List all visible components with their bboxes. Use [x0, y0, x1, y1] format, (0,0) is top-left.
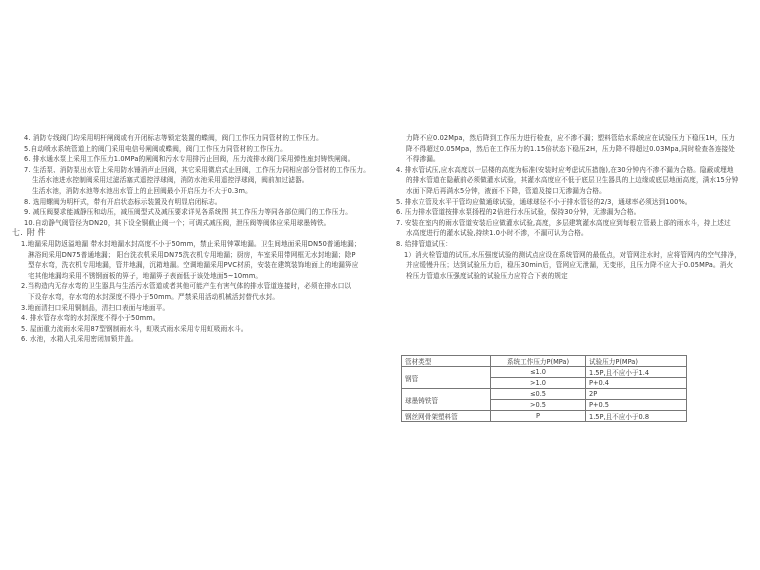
table-cell: 1.5P,且不应小于1.4	[586, 367, 687, 378]
text-line: 不得渗漏。	[406, 155, 440, 164]
text-line: 5.自动喷水系统管道上的阀门采用电信号闸阀或蝶阀，阀门工作压力同管材的工作压力。	[24, 144, 287, 153]
test-pressure-table	[401, 355, 687, 422]
text-line: 10.自动静气阀管径为DN20，其下设全铜截止阀一个；可调式减压阀，泄压阀等阀体应采用球墨铸铁。	[24, 218, 331, 227]
table-cell: ≤0.5	[491, 389, 586, 400]
text-line: 8. 选用螺阀为明杆式，带有开启状态标示装置及有明显启闭标志。	[24, 197, 222, 206]
text-line: 5. 屋面重力流雨水采用87型钢制雨水斗，虹吸式雨水采用专用虹吸雨水斗。	[21, 324, 248, 333]
text-line: 6. 排水通水泵上采用工作压力1.0MPa的闸阀和污水专用排污止回阀，压力流排水阀门采用弹性座封铸铁闸阀。	[24, 155, 355, 164]
text-line: 1.地漏采用防返溢地漏 带水封地漏水封高度不小于50mm，禁止采用钟罩地漏。卫生间地面采用DN50普通地漏；	[21, 239, 361, 248]
text-line: 7. 安装在室内的雨水管道安装后应做灌水试验,高度，多层建筑灌水高度应到每根立管最上部的雨水斗，持上述过	[396, 218, 731, 227]
table-cell: P	[491, 411, 586, 422]
table-cell: P+0.5	[586, 400, 687, 411]
table-cell: >1.0	[491, 378, 586, 389]
text-line: 水高度进行的灌水试验,持续1.0小时不渗，不漏可认为合格。	[406, 229, 588, 238]
text-line: 宅其他地漏均采用不锈钢面板的箅子，地漏箅子表面低于该处地面5~10mm。	[28, 271, 263, 280]
text-line: 4. 排水管存水弯的水封深度不得小于50mm。	[21, 314, 160, 323]
table-row	[402, 411, 687, 422]
text-line: 栓压力管道水压强度试验的试验压力应符合下表的规定	[406, 271, 568, 280]
table-header-row	[402, 356, 687, 367]
text-line: 生活水池进水控制阀采用过滤活塞式遥控浮球阀，消防水池采用遥控浮球阀，阀前加过滤器。	[32, 176, 309, 185]
text-line: 4. 消防专线阀门均采用明杆闸阀或有开闭标志等锁定装置的蝶阀，阀门工作压力同管材的工作压力。	[24, 134, 323, 142]
text-line: 8. 给排管道试压：	[396, 239, 453, 248]
text-line: 9. 减压阀要求能减静压和动压，减压阀型式及减压要求详见各系统图 其工作压力等同各部位阀门的工作压力。	[24, 208, 353, 217]
table-cell-type: 球墨铸铁管	[402, 389, 491, 411]
text-line: 1）消火栓管道的试压,水压强度试验的测试点应设在系统管网的最低点，对管网注水时，应将管网内的空气排净，	[404, 250, 742, 259]
text-line: 生活水池，消防水池等水池出水管上的止回阀最小开启压力不大于0.3m。	[32, 186, 252, 195]
section-heading	[12, 228, 384, 239]
table-cell: 1.5P,且不应小于0.8	[586, 411, 687, 422]
text-line: 5. 排水立管及水平干管均应做通球试验，通球球径不小于排水管径的2/3，通球率必须达到100%。	[396, 197, 692, 206]
table-cell: P+0.4	[586, 378, 687, 389]
text-line: 并应缓慢升压；达到试验压力后，稳压30min后，管网应无泄漏，无变形，且压力降不应大于0.05MPa。消火	[406, 261, 734, 270]
left-text-column	[12, 133, 384, 345]
text-line: 水面下降后再满水5分钟，液面不下降，管道及接口无渗漏为合格。	[406, 186, 606, 195]
text-line: 7. 生活泵、消防泵出水管上采用防水锤消声止回阀，其它采用微启式止回阀，工作压力同相应部分管材的工作压力。	[24, 165, 371, 174]
text-line: 淋浴间采用DN75普通地漏； 阳台洗衣机采用DN75洗衣机专用地漏；厨房，车室采用带网框无水封地漏；除P	[28, 250, 356, 259]
table-header: 系统工作压力P(MPa)	[491, 356, 586, 367]
text-line: 力降不应0.02Mpa，然后降到工作压力进行检查，应不渗不漏；塑料管给水系统应在试验压力下稳压1H，压力	[406, 134, 736, 142]
table-header: 管材类型	[402, 356, 491, 367]
right-text-column	[396, 133, 756, 281]
section-title: 附 件	[26, 228, 46, 238]
text-line: 型存水弯，洗衣机专用地漏，管井地漏，沉箱地漏。空调地漏采用PVC材质，安装在建筑装饰地面上的地漏箅应	[28, 261, 359, 270]
table-cell: ≤1.0	[491, 367, 586, 378]
table-cell-type: 钢管	[402, 367, 491, 389]
text-line: 6. 水池，水箱人孔采用密闭加锁井盖。	[21, 335, 138, 344]
table-cell-type: 钢丝网骨架塑料管	[402, 411, 491, 422]
table-row	[402, 367, 687, 378]
text-line: 2.当构造内无存水弯的卫生器具与生活污水管道或者其他可能产生有害气体的排水管道连接时，必须在排水口以	[21, 282, 352, 291]
text-line: 的排水管道在隐蔽前必须做灌水试验，其灌水高度应不低于底层卫生器具的上边缘或底层地面高度，满水15分钟	[406, 176, 739, 185]
text-line: 降不得超过0.05Mpa，然后在工作压力的1.15倍状态下稳压2H，压力降不得超过0.03Mpa,同时检查各连接处	[406, 144, 736, 153]
text-line: 6. 压力排水管道按排水泵扬程的2倍进行水压试验，保持30分钟，无渗漏为合格。	[396, 208, 641, 217]
table-header: 试验压力P(MPa)	[586, 356, 687, 367]
table-cell: >0.5	[491, 400, 586, 411]
text-line: 下设存水弯，存水弯的水封深度不得小于50mm。严禁采用活动机械活封替代水封。	[28, 292, 280, 301]
section-number: 七.	[12, 228, 23, 238]
table-cell: 2P	[586, 389, 687, 400]
table-row	[402, 389, 687, 400]
text-line: 3.地面清扫口采用铜制品，清扫口表面与地面平。	[21, 303, 170, 312]
text-line: 4. 排水管试压,应水高度以一层楼的高度为标准(安装时应考虑试压措施),在30分钟内不渗不漏为合格。隐蔽或埋地	[396, 165, 734, 174]
